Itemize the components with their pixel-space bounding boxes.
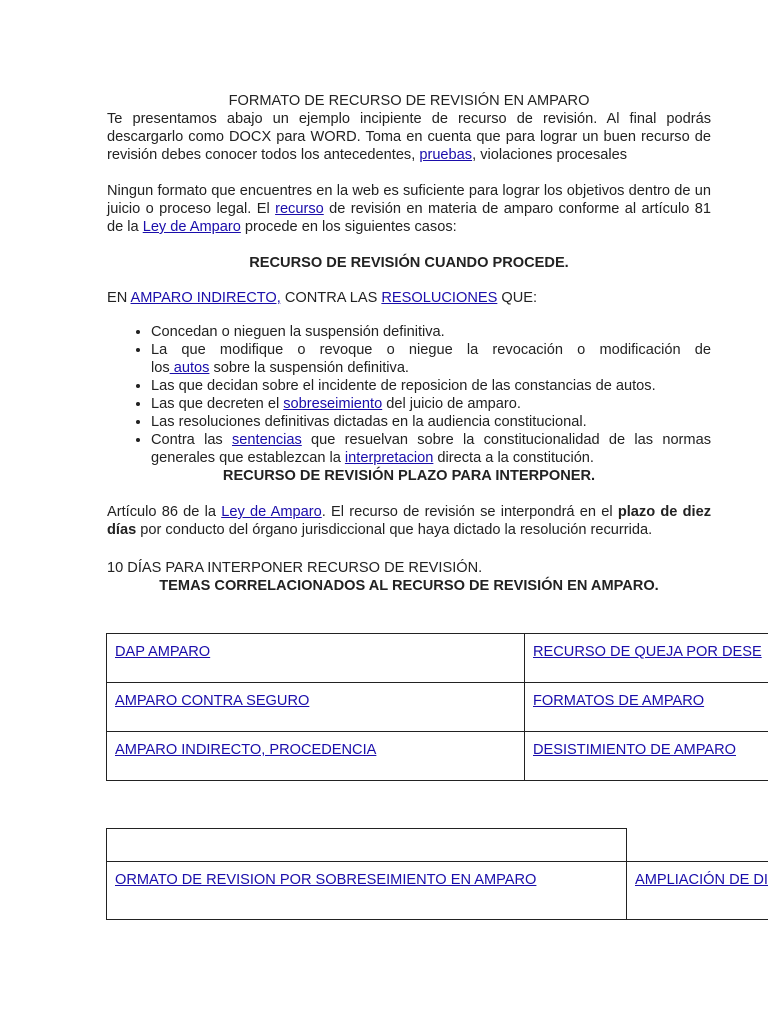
list-item: • Las que decreten el sobreseimiento del juicio de amparo. [151, 395, 711, 413]
table-cell [525, 683, 768, 732]
table-cell [627, 829, 768, 862]
heading-temas-correlacionados: TEMAS CORRELACIONADOS AL RECURSO DE REVISIÓN EN AMPARO. [159, 578, 659, 594]
heading-cuando-procede: RECURSO DE REVISIÓN CUANDO PROCEDE. [249, 255, 569, 271]
link-ampliacion-de-demanda[interactable]: AMPLIACIÓN DE DI [635, 872, 768, 888]
article-86-paragraph: Artículo 86 de la Ley de Amparo. El recurso de revisión se interpondrá en el plazo de diez días por conducto del órgano jurisdiccional que haya dictado la resolución recurrida. [107, 504, 711, 538]
table-cell [107, 862, 627, 920]
link-amparo-contra-seguro[interactable]: AMPARO CONTRA SEGURO [115, 693, 310, 709]
document-title: FORMATO DE RECURSO DE REVISIÓN EN AMPARO [228, 93, 590, 109]
list-item: • Las resoluciones definitivas dictadas en la audiencia constitucional. [151, 413, 711, 431]
table-cell [525, 732, 768, 781]
table-row [107, 683, 768, 732]
link-formatos-de-amparo[interactable]: FORMATOS DE AMPARO [533, 693, 705, 709]
link-interpretacion[interactable]: interpretacion [344, 450, 434, 466]
amparo-indirecto-line: EN AMPARO INDIRECTO, CONTRA LAS RESOLUCIONES QUE: [107, 290, 538, 306]
table-cell [107, 683, 525, 732]
table-row [107, 732, 768, 781]
link-ley-de-amparo-2[interactable]: Ley de Amparo [221, 504, 322, 520]
link-recurso[interactable]: recurso [275, 201, 324, 217]
link-dap-amparo[interactable]: DAP AMPARO [115, 644, 211, 660]
table-cell [107, 829, 627, 862]
ten-days-line: 10 DÍAS PARA INTERPONER RECURSO DE REVISIÓN. [107, 560, 483, 576]
link-sobreseimiento[interactable]: sobreseimiento [283, 396, 383, 412]
link-recurso-de-queja[interactable]: RECURSO DE QUEJA POR DESE [533, 644, 762, 660]
table-row [107, 634, 768, 683]
table-cell [107, 634, 525, 683]
cases-list [107, 323, 711, 467]
link-ley-de-amparo[interactable]: Ley de Amparo [142, 219, 241, 235]
table-cell [525, 634, 768, 683]
link-resoluciones[interactable]: RESOLUCIONES [381, 290, 498, 306]
list-item: • La que modifique o revoque o niegue la revocación o modificación de los autos sobre la suspensión definitiva. [151, 341, 711, 377]
link-formato-revision-sobreseimiento[interactable]: ORMATO DE REVISION POR SOBRESEIMIENTO EN AMPARO [115, 872, 537, 888]
document-body [107, 92, 711, 595]
link-amparo-indirecto[interactable]: AMPARO INDIRECTO, [130, 290, 281, 306]
table-row [107, 829, 768, 862]
paragraph-procedencia: Ningun formato que encuentres en la web es suficiente para lograr los objetivos dentro de un juicio o proceso legal. El recurso de revisión en materia de amparo conforme al artículo 81 de la Ley de Amparo procede en los siguientes casos: [107, 183, 711, 235]
link-amparo-indirecto-procedencia[interactable]: AMPARO INDIRECTO, PROCEDENCIA [115, 742, 377, 758]
related-topics-table [106, 633, 768, 781]
list-item: • Concedan o nieguen la suspensión definitiva. [151, 323, 711, 341]
link-sentencias[interactable]: sentencias [232, 432, 302, 448]
link-autos[interactable]: autos [169, 360, 210, 376]
heading-plazo: RECURSO DE REVISIÓN PLAZO PARA INTERPONER. [222, 468, 596, 484]
link-desistimiento-de-amparo[interactable]: DESISTIMIENTO DE AMPARO [533, 742, 736, 758]
list-item: • Contra las sentencias que resuelvan sobre la constitucionalidad de las normas generales que establezcan la interpretacion directa a la constitución. [151, 431, 711, 467]
table-row [107, 862, 768, 920]
list-item: • Las que decidan sobre el incidente de reposicion de las constancias de autos. [151, 377, 711, 395]
table-cell [627, 862, 768, 920]
related-topics-table-2 [106, 828, 768, 920]
link-pruebas[interactable]: pruebas [419, 147, 473, 163]
intro-paragraph: Te presentamos abajo un ejemplo incipiente de recurso de revisión. Al final podrás descargarlo como DOCX para WORD. Toma en cuenta que para lograr un buen recurso de revisión debes conocer todos los antecedentes, pruebas, violaciones procesales [107, 111, 711, 163]
table-cell [107, 732, 525, 781]
